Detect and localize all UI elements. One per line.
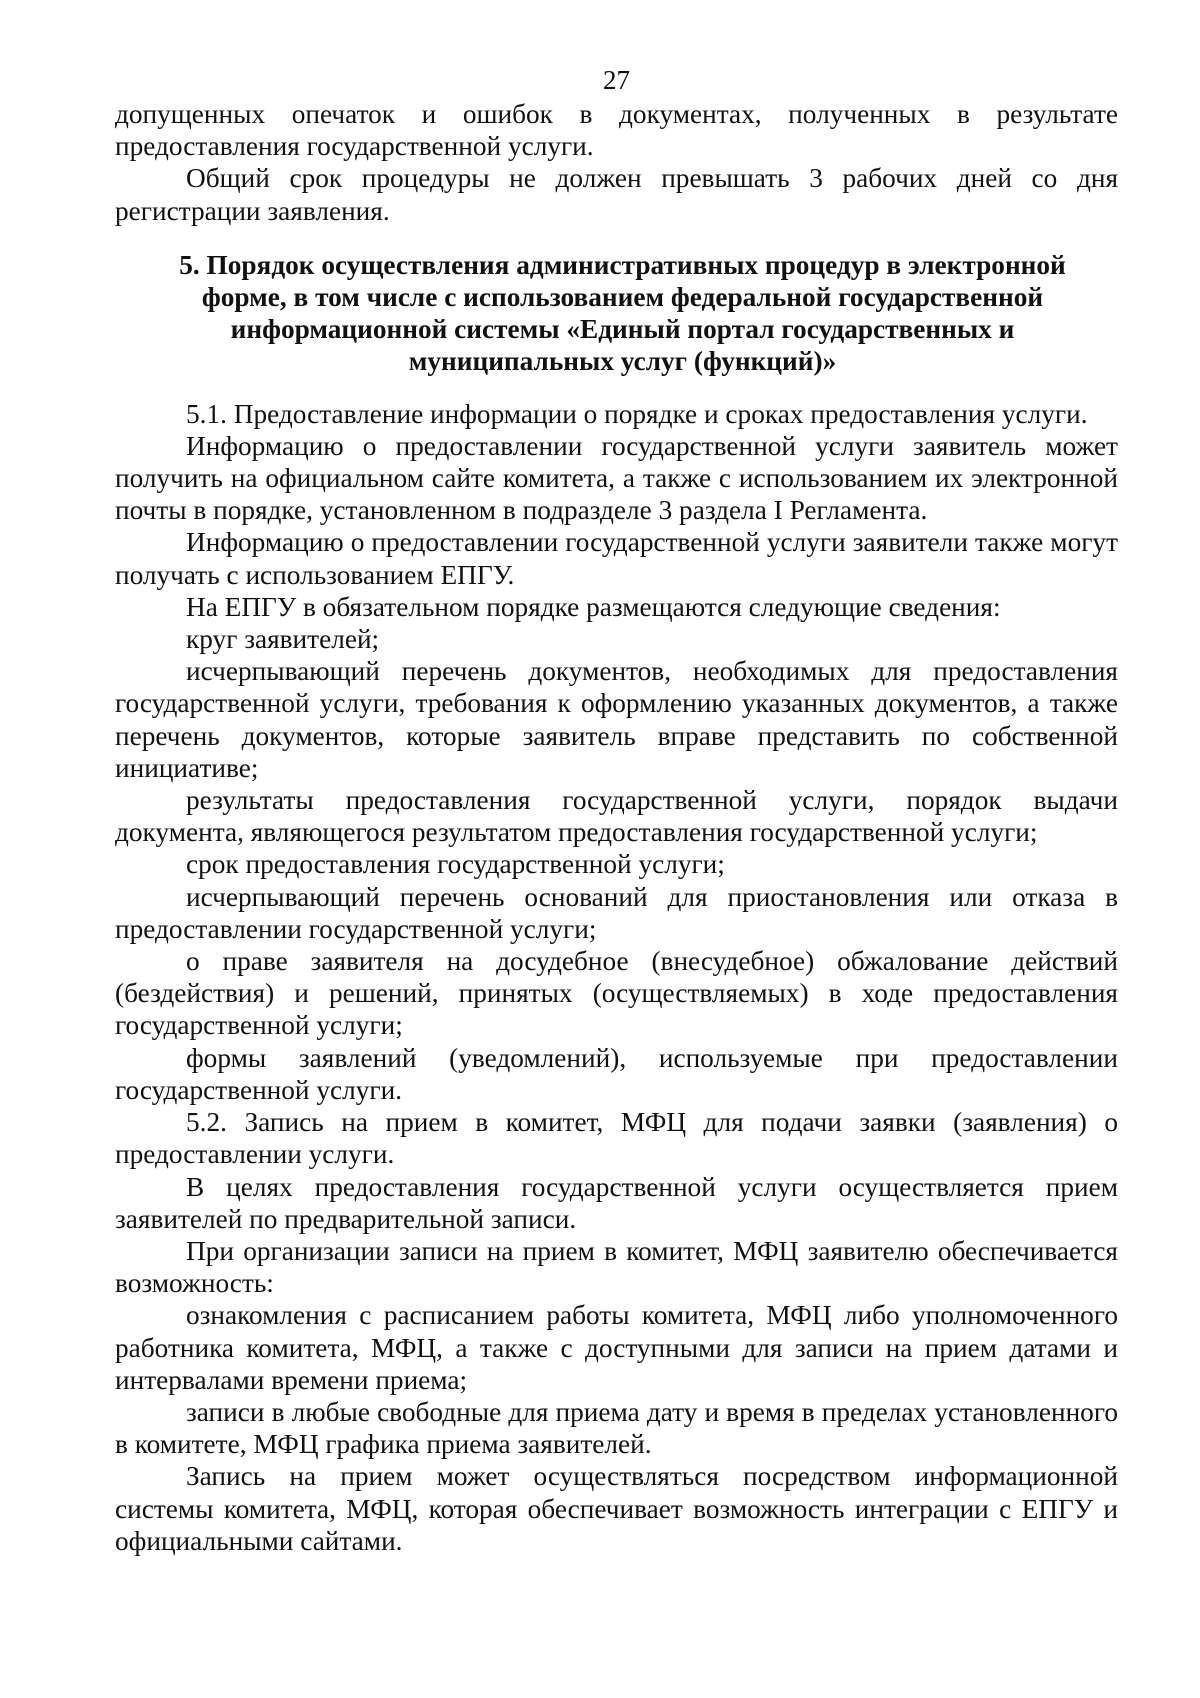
list-item: исчерпывающий перечень документов, необходимых для предоставления государственной услуги, требования к оформлению указанных документов, а также перечень документов, которые заявитель вправе представить по собственной инициативе; bbox=[115, 656, 1118, 783]
list-item: формы заявлений (уведомлений), используемые при предоставлении государственной услуги. bbox=[115, 1042, 1118, 1105]
document-page bbox=[115, 64, 1118, 1557]
paragraph-continuation: допущенных опечаток и ошибок в документах, полученных в результате предоставления государственной услуги. bbox=[115, 99, 1118, 162]
list-item: исчерпывающий перечень оснований для приостановления или отказа в предоставлении государственной услуги; bbox=[115, 881, 1118, 944]
paragraph: 5.2. Запись на прием в комитет, МФЦ для подачи заявки (заявления) о предоставлении услуги. bbox=[115, 1107, 1118, 1170]
paragraph: 5.1. Предоставление информации о порядке и сроках предоставления услуги. bbox=[186, 398, 1088, 429]
paragraph: Информацию о предоставлении государственной услуги заявители также могут получать с использованием ЕПГУ. bbox=[115, 527, 1118, 590]
paragraph: Информацию о предоставлении государственной услуги заявитель может получить на официальном сайте комитета, а также с использованием их электронной почты в порядке, установленном в подразделе 3 раздела I Регламента. bbox=[115, 430, 1118, 526]
paragraph: Общий срок процедуры не должен превышать 3 рабочих дней со дня регистрации заявления. bbox=[115, 163, 1118, 226]
list-item: срок предоставления государственной услуги; bbox=[186, 849, 725, 880]
list-item: результаты предоставления государственной услуги, порядок выдачи документа, являющегося результатом предоставления государственной услуги; bbox=[115, 785, 1118, 848]
list-item: о праве заявителя на досудебное (внесудебное) обжалование действий (бездействия) и решений, принятых (осуществляемых) в ходе предоставления государственной услуги; bbox=[115, 946, 1118, 1041]
list-item: круг заявителей; bbox=[186, 624, 380, 655]
paragraph: Запись на прием может осуществляться посредством информационной системы комитета, МФЦ, которая обеспечивает возможность интеграции с ЕПГУ и официальными сайтами. bbox=[115, 1461, 1118, 1556]
page-number: 27 bbox=[603, 65, 630, 95]
list-item: ознакомления с расписанием работы комитета, МФЦ либо уполномоченного работника комитета, МФЦ, а также с доступными для записи на прием датами и интервалами времени приема; bbox=[115, 1300, 1118, 1395]
section-heading: 5. Порядок осуществления административных процедур в электронной форме, в том числе с использованием федеральной государственной информационной системы «Единый портал государственных и муниципальных услуг (функций)» bbox=[179, 249, 1066, 377]
list-item: записи в любые свободные для приема дату и время в пределах установленного в комитете, МФЦ графика приема заявителей. bbox=[115, 1396, 1118, 1460]
paragraph: При организации записи на прием в комитет, МФЦ заявителю обеспечивается возможность: bbox=[115, 1235, 1118, 1299]
paragraph: В целях предоставления государственной услуги осуществляется прием заявителей по предварительной записи. bbox=[115, 1171, 1118, 1234]
paragraph: На ЕПГУ в обязательном порядке размещаются следующие сведения: bbox=[186, 591, 1001, 622]
